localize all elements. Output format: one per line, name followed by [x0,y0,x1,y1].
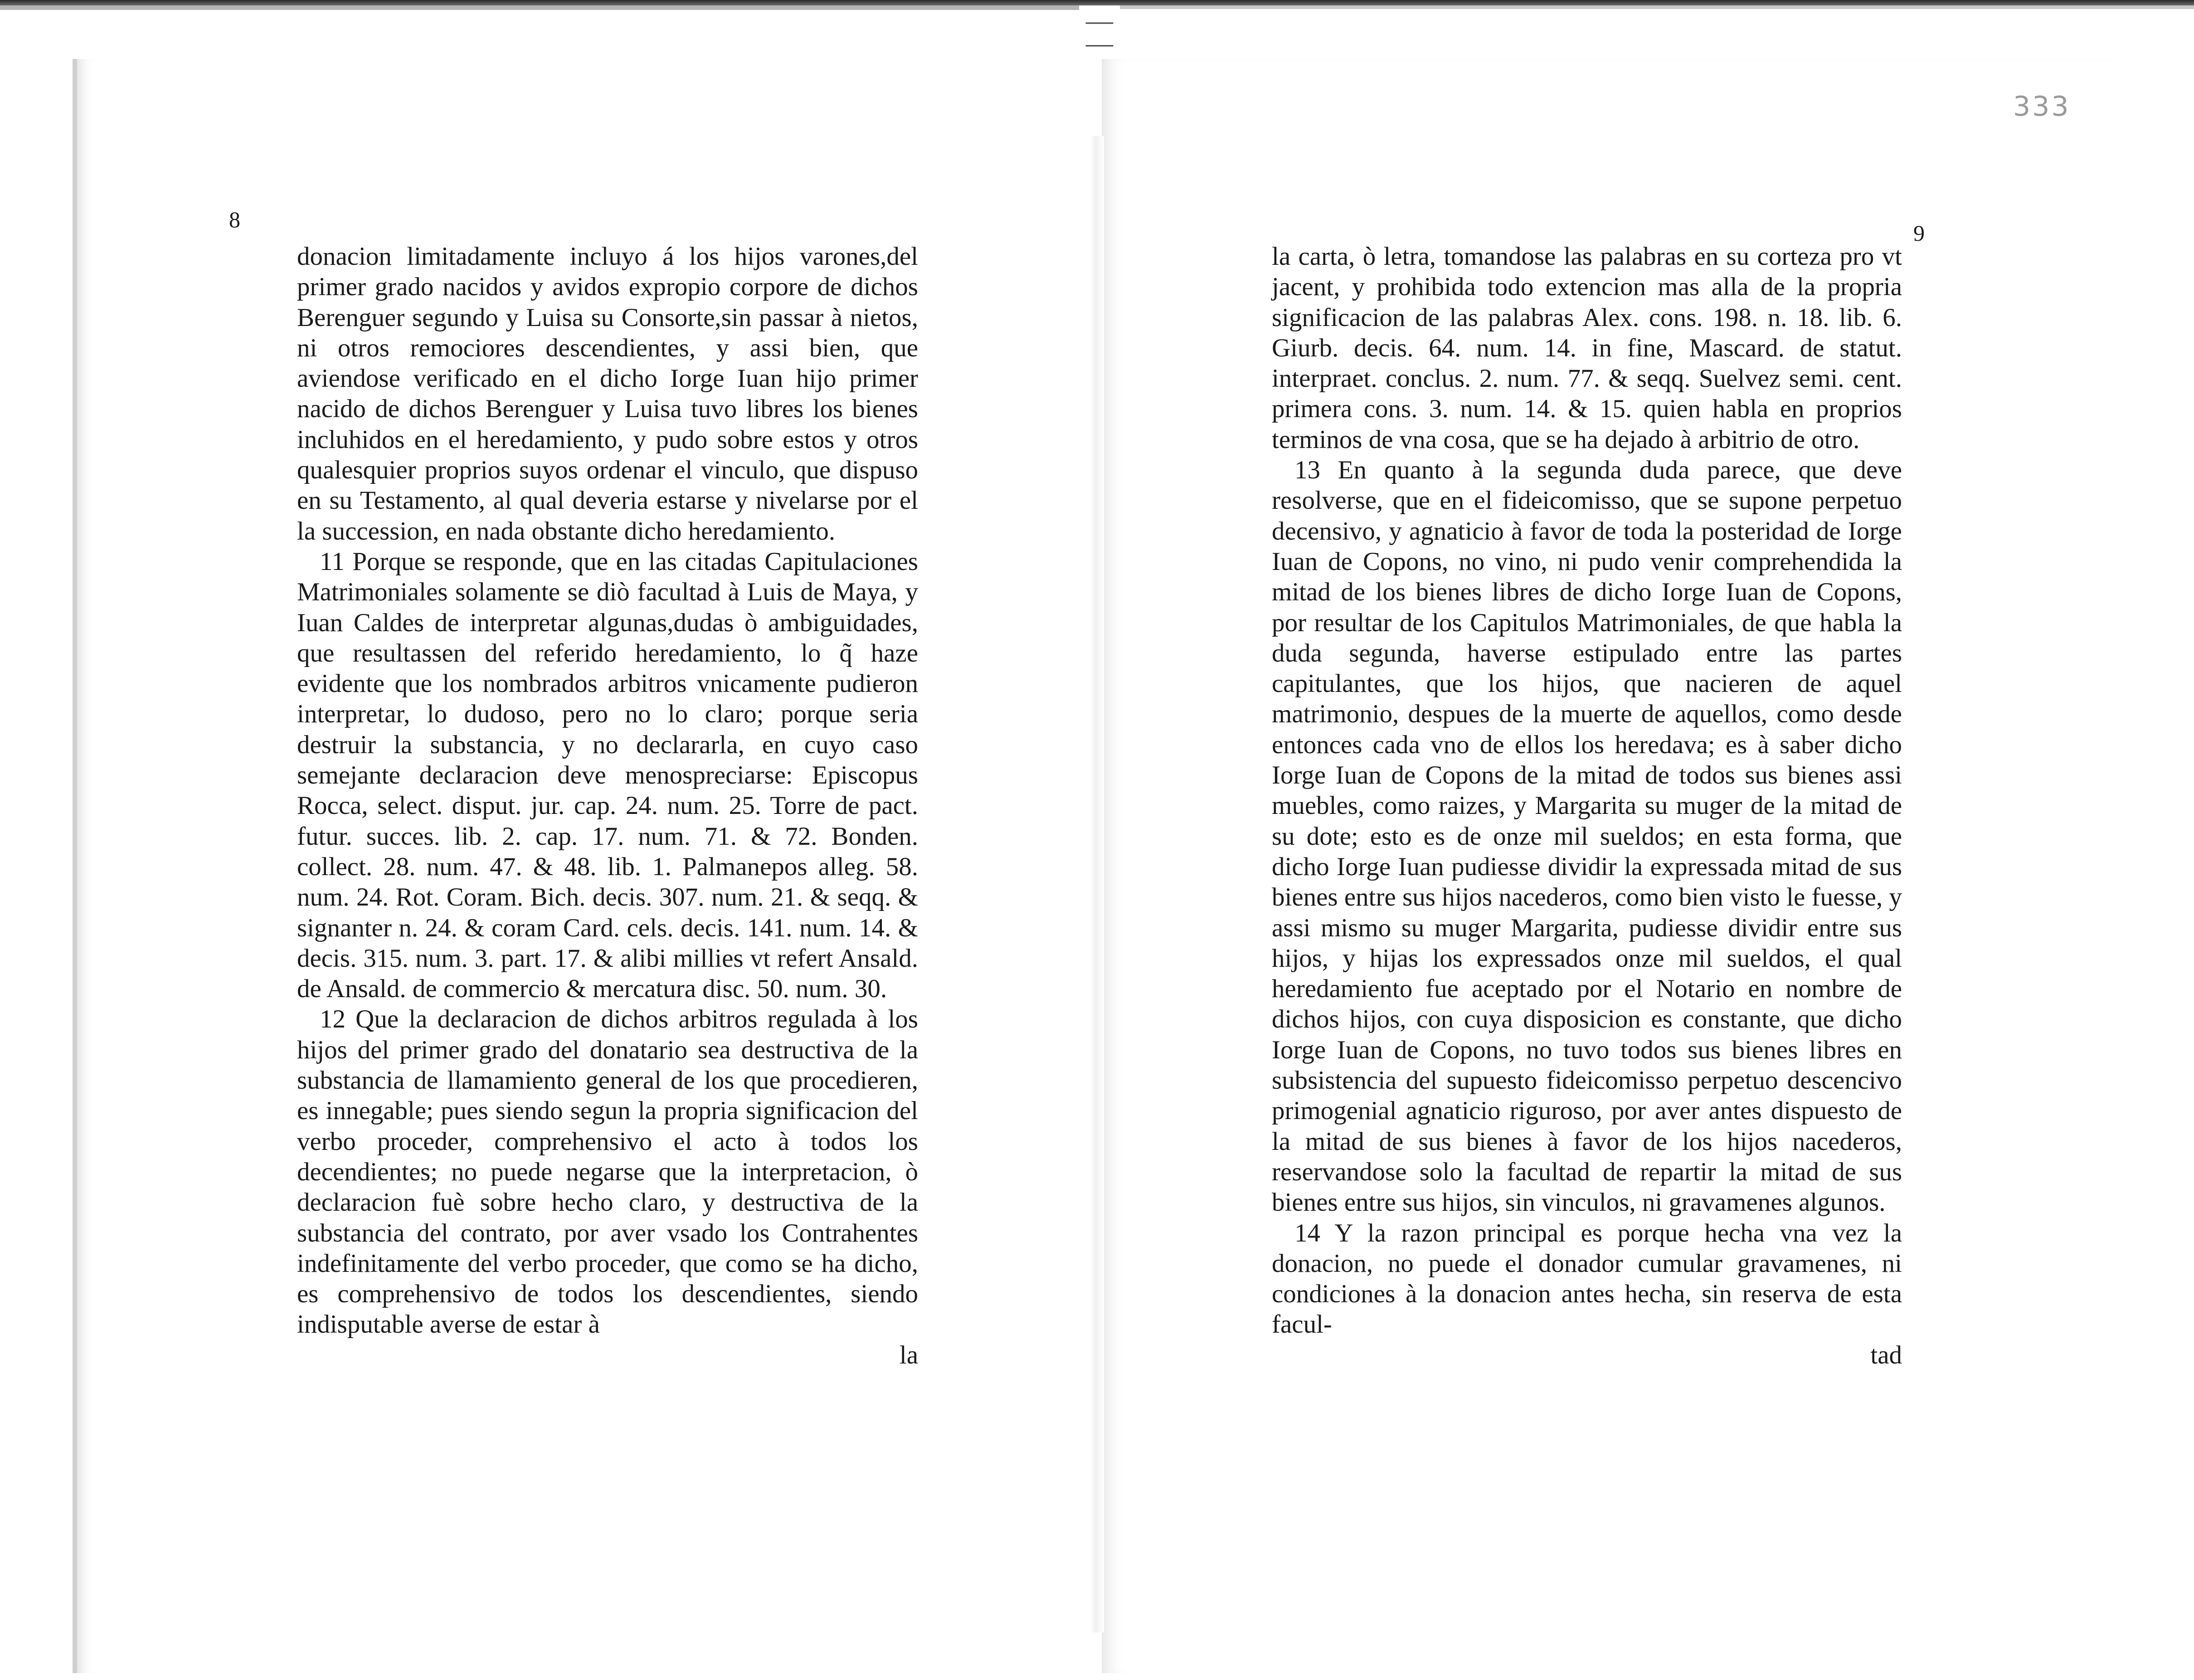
book-spine [1090,136,1104,1632]
paragraph-continuation-right: la carta, ò letra, tomandose las palabras en su corteza pro vt jacent, y prohibida todo extencion mas alla de la propria significacion de las palabras Alex. cons. 198. n. 18. lib. 6. Giurb. decis. 64. num. 14. in fine, Mascard. de statut. interpraet. conclus. 2. num. 77. & seqq. Suelvez semi. cent. primera cons. 3. num. 14. & 15. quien habla en proprios terminos de vna cosa, que se ha dejado à arbitrio de otro. [1272,242,1902,454]
right-folio-number: 9 [1913,220,1925,246]
paragraph-13: 13 En quanto à la segunda duda parece, que deve resolverse, que en el fideicomisso, que se supone perpetuo decensivo, y agnaticio à favor de toda la posteridad de Iorge Iuan de Copons, no vino, ni pudo venir comprehendida la mitad de los bienes libres de dicho Iorge Iuan de Copons, por resultar de los Capitulos Matrimoniales, de que habla la duda segunda, haverse estipulado entre las partes capitulantes, que los hijos, que nacieren de aquel matrimonio, despues de la muerte de aquellos, como desde entonces cada vno de ellos los heredava; es à saber dicho Iorge Iuan de Copons de la mitad de todos sus bienes assi muebles, como raizes, y Margarita su muger de la mitad de su dote; esto es de onze mil sueldos; en esta forma, que dicho Iorge Iuan pudiesse dividir la expressada mitad de sus bienes entre sus hijos nacederos, como bien visto le fuesse, y assi mismo su muger Margarita, pudiesse dividir entre sus hijos, y hijas los expressados onze mil sueldos, el qual heredamiento fue aceptado por el Notario en nombre de dichos hijos, con cuya disposicion es constante, que dicho Iorge Iuan de Copons, no tuvo todos sus bienes libres en subsistencia del supuesto fideicomisso perpetuo descencivo primogenial agnaticio riguroso, por aver antes dispuesto de la mitad de sus bienes à favor de los hijos nacederos, reservandose solo la facultad de repartir la mitad de sus bienes entre sus hijos, sin vinculos, ni gravamenes algunos. [1272,456,1902,1217]
paragraph-11: 11 Porque se responde, que en las citadas Capitulaciones Matrimoniales solamente se diò facultad à Luis de Maya, y Iuan Caldes de interpretar algunas,dudas ò ambiguidades, que resultassen del referido heredamiento, lo q̃ haze evidente que los nombrados arbitros vnicamente pudieron interpretar, lo dudoso, pero no lo claro; porque seria destruir la substancia, y no declararla, en cuyo caso semejante declaracion deve menospreciarse: Episcopus Rocca, select. disput. jur. cap. 24. num. 25. Torre de pact. futur. succes. lib. 2. cap. 17. num. 71. & 72. Bonden. collect. 28. num. 47. & 48. lib. 1. Palmanepos alleg. 58. num. 24. Rot. Coram. Bich. decis. 307. num. 21. & seqq. & signanter n. 24. & coram Card. cels. decis. 141. num. 14. & decis. 315. num. 3. part. 17. & alibi millies vt refert Ansald. de Ansald. de commercio & mercatura disc. 50. num. 30. [297,547,918,1003]
right-catchword: tad [1870,1340,1902,1369]
scanner-edge-left [0,5,1079,10]
left-text-column [297,241,918,1370]
left-catchword: la [899,1340,918,1369]
right-text-column [1272,241,1902,1370]
gutter-marks: — — [1086,5,1113,58]
paragraph-continuation: donacion limitadamente incluyo á los hijos varones,del primer grado nacidos y avidos expropio corpore de dichos Berenguer segundo y Luisa su Consorte,sin passar à nietos, ni otros remociores descendientes, y assi bien, que aviendose verificado en el dicho Iorge Iuan hijo primer nacido de dichos Berenguer y Luisa tuvo libres los bienes incluhidos en el heredamiento, y pudo sobre estos y otros qualesquier proprios suyos ordenar el vinculo, que dispuso en su Testamento, al qual deveria estarse y nivelarse por el la succession, en nada obstante dicho heredamiento. [297,242,918,545]
archive-margin-number: 333 [2013,91,2071,122]
scanner-edge-right [1120,5,2194,9]
scanner-top-edge [0,0,2194,5]
left-folio-number: 8 [229,207,240,232]
paragraph-14: 14 Y la razon principal es porque hecha vna vez la donacion, no puede el donador cumular gravamenes, ni condiciones à la donacion antes hecha, sin reserva de esta facul- [1272,1218,1902,1339]
paragraph-12: 12 Que la declaracion de dichos arbitros regulada à los hijos del primer grado del donatario sea destructiva de la substancia de llamamiento general de los que procedieren, es innegable; pues siendo segun la propria significacion del verbo proceder, comprehensivo el acto à todos los decendientes; no puede negarse que la interpretacion, ò declaracion fuè sobre hecho claro, y destructiva de la substancia del contrato, por aver vsado los Contrahentes indefinitamente del verbo proceder, que como se ha dicho, es comprehensivo de todos los descendientes, siendo indisputable averse de estar à [297,1005,918,1339]
